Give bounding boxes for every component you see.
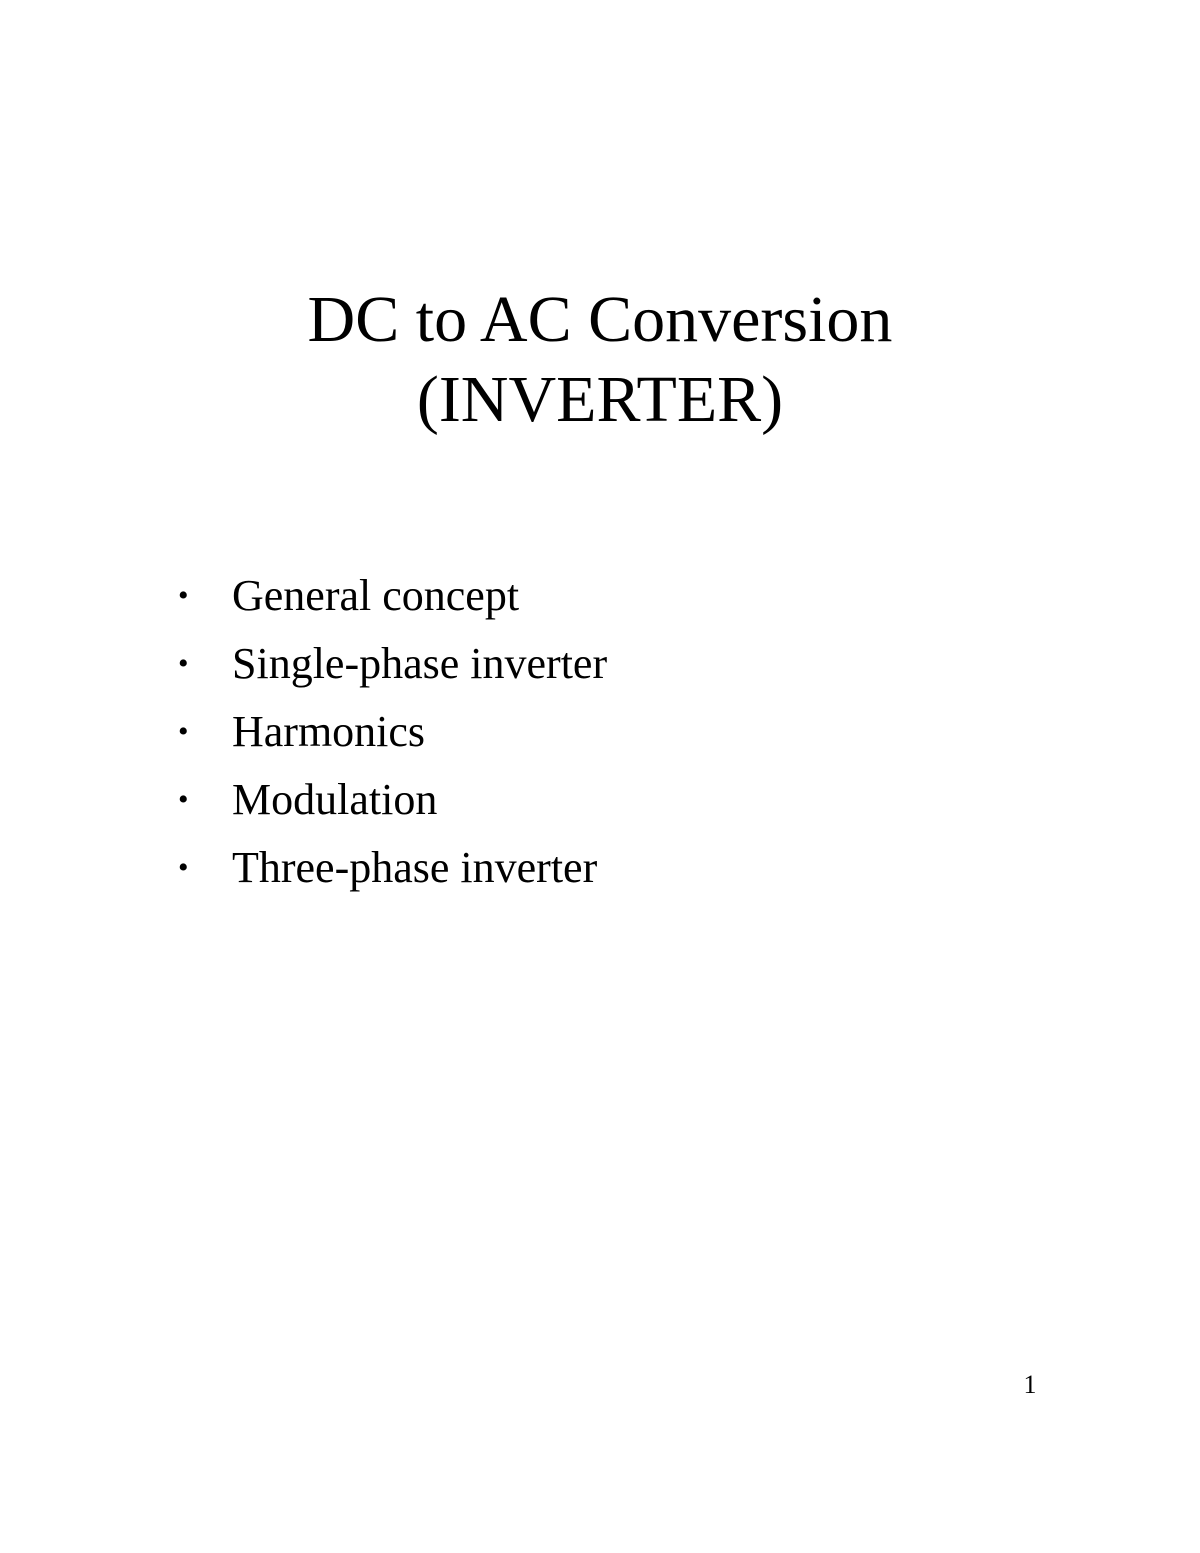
bullet-icon: • bbox=[178, 579, 189, 612]
list-item-text: Single-phase inverter bbox=[232, 639, 608, 688]
bullet-icon: • bbox=[178, 715, 189, 748]
title-line-1: DC to AC Conversion bbox=[307, 283, 893, 356]
bullet-icon: • bbox=[178, 647, 189, 680]
bullet-icon: • bbox=[178, 783, 189, 816]
list-item bbox=[178, 834, 607, 902]
bullet-list bbox=[178, 562, 607, 902]
list-item bbox=[178, 766, 607, 834]
list-item bbox=[178, 698, 607, 766]
list-item-text: General concept bbox=[232, 571, 520, 620]
list-item bbox=[178, 630, 607, 698]
list-item-text: Modulation bbox=[232, 775, 438, 824]
bullet-icon: • bbox=[178, 851, 189, 884]
list-item-text: Three-phase inverter bbox=[232, 843, 598, 892]
page-title bbox=[0, 280, 1200, 440]
list-item-text: Harmonics bbox=[232, 707, 426, 756]
list-item bbox=[178, 562, 607, 630]
title-line-2: (INVERTER) bbox=[416, 363, 784, 436]
page-number: 1 bbox=[1023, 1370, 1037, 1399]
